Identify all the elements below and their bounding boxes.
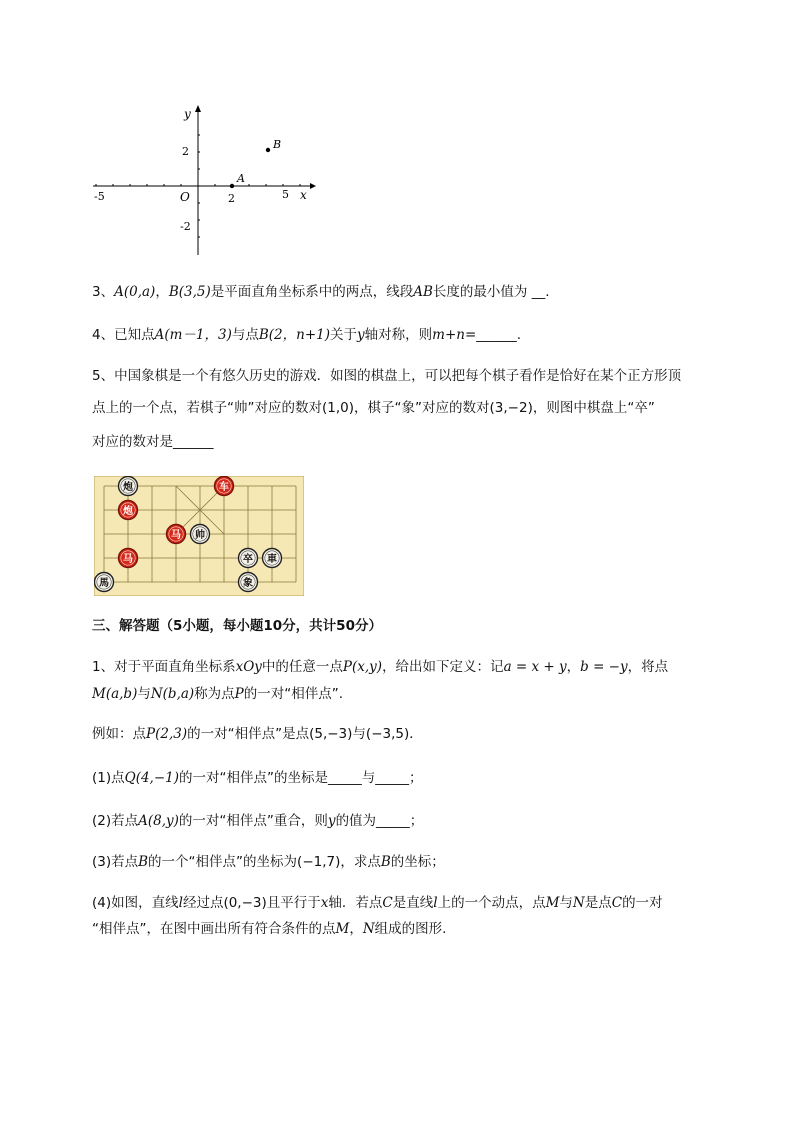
p1-line-1 <box>92 657 668 677</box>
q4-point-b: B(2，n+1) <box>258 327 330 343</box>
p1-text-and: 与 <box>137 686 151 702</box>
origin-label: O <box>180 190 190 204</box>
piece-ma-black-label: 馬 <box>99 578 109 589</box>
q3-text: 是平面直角坐标系中的两点，线段 <box>210 284 414 300</box>
s3-pair: (−1,7) <box>297 854 341 870</box>
s1-point-q: Q(4,−1) <box>124 770 180 786</box>
q4-text3: 关于 <box>330 327 357 343</box>
p1-point-p: P(x,y) <box>342 659 383 675</box>
p1-line-2 <box>92 684 343 704</box>
piece-pao-black-label: 炮 <box>123 482 133 493</box>
example-pair-1: (5,−3) <box>309 726 353 742</box>
s4-text-i: 是直线 <box>392 895 434 911</box>
example-text-a: 例如：点 <box>92 726 146 742</box>
q4-number: 4、 <box>92 327 115 343</box>
q4-point-a: A(m－1，3) <box>154 327 232 343</box>
piece-xiang-label: 象 <box>243 578 253 589</box>
p1-text-companion: 的一对“相伴点”. <box>243 686 344 702</box>
piece-zu <box>239 549 258 568</box>
q5-line-3: 对应的数对是______ <box>92 434 214 450</box>
q4-text4: 轴对称，则 <box>364 327 433 343</box>
s4-point-m-ref: M <box>335 921 350 937</box>
q4-blank: ______. <box>476 327 522 343</box>
q4-expression: m+n= <box>432 327 477 343</box>
s4-text-t: ， <box>349 921 363 937</box>
s4-text-r: “相伴点”，在图中画出所有符合条件的点 <box>92 921 336 937</box>
s3-point-b-ref: B <box>380 854 391 870</box>
p1-system: xOy <box>235 659 262 675</box>
p1-subquestion-4-line-1 <box>92 893 663 913</box>
s4-point-c: C <box>382 895 393 911</box>
q3-text2: 长度的最小值为 <box>432 284 528 300</box>
s1-text-a: (1)点 <box>92 770 125 786</box>
s3-text-a: (3)若点 <box>92 854 139 870</box>
s3-text-c: 的一个“相伴点”的坐标为 <box>148 854 298 870</box>
coordinate-figure <box>88 100 318 260</box>
s4-point-c-ref: C <box>611 895 623 911</box>
p1-def-b: b = −y <box>580 659 628 675</box>
q4-axis: y <box>357 327 365 343</box>
s4-line-l: l <box>178 895 183 911</box>
q3-number: 3、 <box>92 284 115 300</box>
p1-text-a: 1、对于平面直角坐标系 <box>92 659 236 675</box>
y-tick-label-neg2: -2 <box>180 220 191 233</box>
q5-pair-shuai: (1,0) <box>322 400 355 416</box>
s4-text-c: 经过点 <box>182 895 224 911</box>
s4-text-m: 与 <box>559 895 573 911</box>
point-a <box>230 184 234 188</box>
q3-point-b: B(3,5) <box>168 284 211 300</box>
p1-text-i: ，将点 <box>627 659 669 675</box>
y-tick-label-2: 2 <box>182 145 189 158</box>
p1-text-g: ， <box>566 659 581 675</box>
example-text-g: ． <box>409 726 423 742</box>
q3-blank: __. <box>531 284 550 300</box>
s2-point-a: A(8,y) <box>138 813 179 829</box>
q3-point-a: A(0,a) <box>114 284 156 300</box>
q5-line-1: 5、中国象棋是一个有悠久历史的游戏．如图的棋盘上，可以把每个棋子看作是恰好在某个正方形顶 <box>92 368 682 384</box>
p1-point-p-ref: P <box>234 686 244 702</box>
example-pair-2: (−3,5) <box>365 726 410 742</box>
piece-ju-black <box>263 549 282 568</box>
s4-x: x <box>320 895 329 911</box>
q4-text1: 已知点 <box>114 327 155 343</box>
q5-line-2b: ，棋子“象”对应的数对 <box>354 400 490 416</box>
y-axis-arrow <box>195 105 201 112</box>
example-text-e: 与 <box>352 726 366 742</box>
p1-point-n: N(b,a) <box>150 686 195 702</box>
section-3-title: 三、解答题（5小题，每小题10分，共计50分） <box>92 618 382 634</box>
s4-text-a: (4)如图，直线 <box>92 895 179 911</box>
p1-text-e: ，给出如下定义：记 <box>382 659 504 675</box>
piece-pao-black <box>119 477 138 496</box>
p1-def-a: a = x + y <box>503 659 567 675</box>
s2-text-a: (2)若点 <box>92 813 139 829</box>
piece-ma-red-2-label: 马 <box>123 554 133 565</box>
s4-text-k: 上的一个动点，点 <box>437 895 546 911</box>
piece-ma-red-1 <box>167 525 186 544</box>
s4-point-n-ref: N <box>362 921 375 937</box>
s4-point-n: N <box>572 895 585 911</box>
x-tick-label-5: 5 <box>282 188 289 201</box>
x-tick-label-neg5: -5 <box>94 190 105 203</box>
p1-text-called: 称为点 <box>194 686 235 702</box>
piece-shuai-label: 帅 <box>195 530 205 541</box>
p1-subquestion-2 <box>92 811 423 831</box>
s3-text-e: ，求点 <box>340 854 381 870</box>
x-tick-label-2: 2 <box>228 192 235 205</box>
q5-line-2 <box>92 398 655 418</box>
p1-example <box>92 724 423 744</box>
q4-text2: 与点 <box>231 327 259 343</box>
s4-text-o: 是点 <box>584 895 612 911</box>
piece-ma-red-1-label: 马 <box>171 530 181 541</box>
example-text-c: 的一对“相伴点”是点 <box>187 726 310 742</box>
piece-zu-label: 卒 <box>243 554 253 565</box>
q3-segment: AB <box>413 284 433 300</box>
piece-pao-red-label: 炮 <box>123 506 133 517</box>
s4-point-m: M <box>545 895 560 911</box>
q3-sep: ， <box>155 284 169 300</box>
p1-subquestion-4-line-2 <box>92 919 446 939</box>
x-axis-arrow <box>310 183 316 189</box>
p1-subquestion-3 <box>92 852 445 872</box>
q5-pair-xiang: (3,−2) <box>489 400 533 416</box>
piece-ma-black <box>95 573 114 592</box>
piece-pao-red <box>119 501 138 520</box>
p1-subquestion-1 <box>92 768 423 788</box>
piece-ju-black-label: 車 <box>267 554 277 565</box>
s2-var-y: y <box>327 813 336 829</box>
piece-shuai <box>191 525 210 544</box>
s2-text-c: 的一对“相伴点”重合，则 <box>178 813 328 829</box>
piece-ju-red-label: 车 <box>219 482 229 493</box>
q5-line-2c: ，则图中棋盘上“卒” <box>532 400 655 416</box>
chess-board <box>94 476 304 596</box>
question-3 <box>92 282 550 302</box>
s4-text-q: 的一对 <box>622 895 663 911</box>
question-4 <box>92 325 521 345</box>
s3-text-g: 的坐标； <box>390 854 445 870</box>
s4-text-e: 且平行于 <box>266 895 321 911</box>
piece-ju-red <box>215 477 234 496</box>
piece-xiang <box>239 573 258 592</box>
point-b-label: B <box>273 138 282 151</box>
s4-line-l-ref: l <box>433 895 438 911</box>
p1-text-c: 中的任意一点 <box>261 659 343 675</box>
s3-point-b: B <box>138 854 149 870</box>
point-b <box>266 148 270 152</box>
p1-point-m: M(a,b) <box>92 686 138 702</box>
s4-text-v: 组成的图形. <box>374 921 447 937</box>
q5-line-2a: 点上的一个点，若棋子“帅”对应的数对 <box>92 400 322 416</box>
s1-text-c: 的一对“相伴点”的坐标是_____与_____； <box>179 770 423 786</box>
piece-ma-red-2 <box>119 549 138 568</box>
s4-point: (0,−3) <box>223 895 267 911</box>
s4-text-g: 轴．若点 <box>328 895 383 911</box>
point-a-label: A <box>237 172 245 185</box>
example-point-p: P(2,3) <box>146 726 188 742</box>
x-axis-label: x <box>300 188 307 202</box>
s2-text-e: 的值为_____； <box>335 813 424 829</box>
y-axis-label: y <box>184 107 191 121</box>
